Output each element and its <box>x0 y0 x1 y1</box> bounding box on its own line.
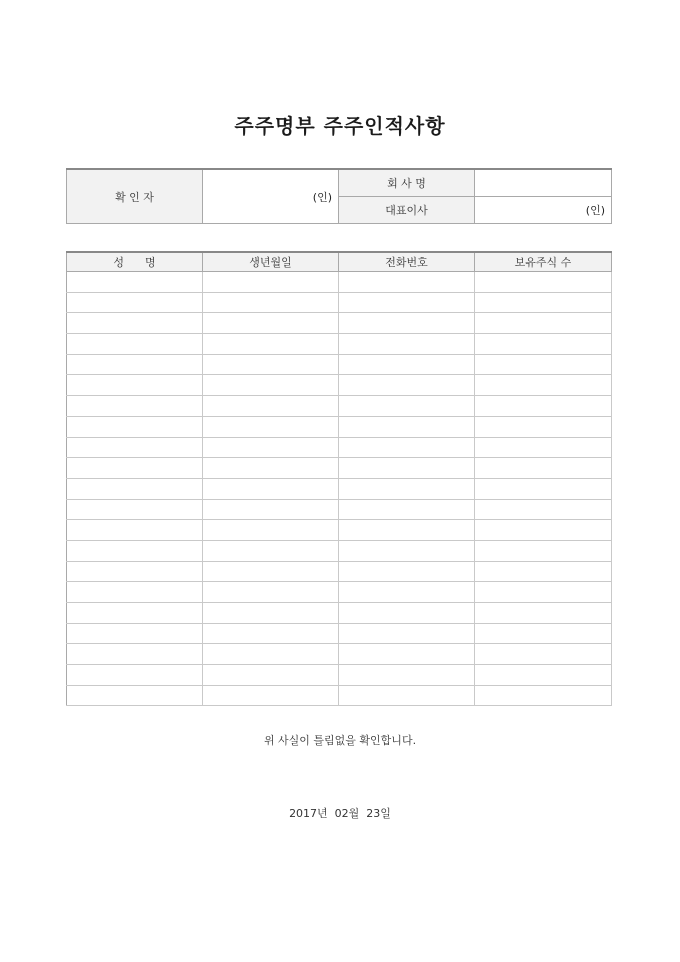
name-cell[interactable] <box>67 437 203 458</box>
name-cell[interactable] <box>67 272 203 293</box>
name-cell[interactable] <box>67 478 203 499</box>
name-cell[interactable] <box>67 292 203 313</box>
table-row <box>67 540 612 561</box>
name-cell[interactable] <box>67 603 203 624</box>
name-cell[interactable] <box>67 665 203 686</box>
birthdate-cell[interactable] <box>203 437 339 458</box>
page-title: 주주명부 주주인적사항 <box>234 114 446 138</box>
table-row <box>67 561 612 582</box>
shares-cell[interactable] <box>475 520 612 541</box>
birthdate-cell[interactable] <box>203 334 339 355</box>
confirmer-seal-text: (인) <box>312 190 332 204</box>
ceo-seal[interactable] <box>475 197 612 224</box>
table-row <box>67 272 612 293</box>
name-cell[interactable] <box>67 396 203 417</box>
shares-cell[interactable] <box>475 292 612 313</box>
shares-cell[interactable] <box>475 665 612 686</box>
table-row <box>67 292 612 313</box>
phone-cell[interactable] <box>339 334 475 355</box>
company-value[interactable] <box>475 169 612 197</box>
confirmation-note: 위 사실이 틀림없을 확인합니다. <box>263 734 417 747</box>
birthdate-cell[interactable] <box>203 416 339 437</box>
name-cell[interactable] <box>67 582 203 603</box>
table-row <box>67 520 612 541</box>
phone-cell[interactable] <box>339 582 475 603</box>
birthdate-cell[interactable] <box>203 603 339 624</box>
phone-cell[interactable] <box>339 540 475 561</box>
shares-cell[interactable] <box>475 561 612 582</box>
birthdate-cell[interactable] <box>203 313 339 334</box>
phone-cell[interactable] <box>339 623 475 644</box>
shares-cell[interactable] <box>475 644 612 665</box>
table-row <box>67 623 612 644</box>
birthdate-cell[interactable] <box>203 665 339 686</box>
shares-cell[interactable] <box>475 354 612 375</box>
phone-cell[interactable] <box>339 685 475 706</box>
phone-cell[interactable] <box>339 458 475 479</box>
birthdate-cell[interactable] <box>203 292 339 313</box>
phone-cell[interactable] <box>339 375 475 396</box>
phone-cell[interactable] <box>339 644 475 665</box>
table-row <box>67 582 612 603</box>
shares-cell[interactable] <box>475 499 612 520</box>
phone-cell[interactable] <box>339 478 475 499</box>
shares-cell[interactable] <box>475 458 612 479</box>
phone-cell[interactable] <box>339 437 475 458</box>
shares-cell[interactable] <box>475 437 612 458</box>
birthdate-cell[interactable] <box>203 375 339 396</box>
birthdate-cell[interactable] <box>203 458 339 479</box>
name-cell[interactable] <box>67 313 203 334</box>
header-name: 성 명 <box>67 252 203 272</box>
birthdate-cell[interactable] <box>203 499 339 520</box>
name-cell[interactable] <box>67 644 203 665</box>
shareholder-table <box>66 251 612 706</box>
name-cell[interactable] <box>67 375 203 396</box>
name-cell[interactable] <box>67 520 203 541</box>
birthdate-cell[interactable] <box>203 623 339 644</box>
phone-cell[interactable] <box>339 272 475 293</box>
shares-cell[interactable] <box>475 313 612 334</box>
header-birthdate: 생년월일 <box>203 252 339 272</box>
name-cell[interactable] <box>67 540 203 561</box>
shares-cell[interactable] <box>475 396 612 417</box>
table-row <box>67 644 612 665</box>
birthdate-cell[interactable] <box>203 520 339 541</box>
header-phone: 전화번호 <box>339 252 475 272</box>
confirmer-label: 확 인 자 <box>67 169 203 224</box>
shares-cell[interactable] <box>475 375 612 396</box>
confirmer-seal[interactable] <box>203 169 339 224</box>
phone-cell[interactable] <box>339 520 475 541</box>
ceo-seal-text: (인) <box>585 204 605 217</box>
table-row <box>67 313 612 334</box>
phone-cell[interactable] <box>339 561 475 582</box>
table-row <box>67 375 612 396</box>
phone-cell[interactable] <box>339 603 475 624</box>
birthdate-cell[interactable] <box>203 396 339 417</box>
name-cell[interactable] <box>67 499 203 520</box>
table-header-row <box>67 252 612 272</box>
birthdate-cell[interactable] <box>203 644 339 665</box>
name-cell[interactable] <box>67 685 203 706</box>
name-cell[interactable] <box>67 458 203 479</box>
shares-cell[interactable] <box>475 623 612 644</box>
shares-cell[interactable] <box>475 478 612 499</box>
birthdate-cell[interactable] <box>203 478 339 499</box>
table-row <box>67 396 612 417</box>
phone-cell[interactable] <box>339 499 475 520</box>
shares-cell[interactable] <box>475 272 612 293</box>
table-row <box>67 665 612 686</box>
confirmation-table <box>66 168 612 224</box>
shares-cell[interactable] <box>475 603 612 624</box>
phone-cell[interactable] <box>339 313 475 334</box>
shares-cell[interactable] <box>475 416 612 437</box>
birthdate-cell[interactable] <box>203 272 339 293</box>
shares-cell[interactable] <box>475 540 612 561</box>
table-row <box>67 416 612 437</box>
name-cell[interactable] <box>67 623 203 644</box>
phone-cell[interactable] <box>339 665 475 686</box>
name-cell[interactable] <box>67 354 203 375</box>
name-cell[interactable] <box>67 561 203 582</box>
header-shares: 보유주식 수 <box>475 252 612 272</box>
birthdate-cell[interactable] <box>203 582 339 603</box>
phone-cell[interactable] <box>339 292 475 313</box>
table-row <box>67 685 612 706</box>
phone-cell[interactable] <box>339 396 475 417</box>
name-cell[interactable] <box>67 416 203 437</box>
shares-cell[interactable] <box>475 685 612 706</box>
table-row <box>67 354 612 375</box>
phone-cell[interactable] <box>339 354 475 375</box>
name-cell[interactable] <box>67 334 203 355</box>
table-row <box>67 499 612 520</box>
table-row <box>67 478 612 499</box>
shares-cell[interactable] <box>475 334 612 355</box>
table-row <box>67 458 612 479</box>
shares-cell[interactable] <box>475 582 612 603</box>
phone-cell[interactable] <box>339 416 475 437</box>
table-row <box>67 437 612 458</box>
birthdate-cell[interactable] <box>203 540 339 561</box>
ceo-label: 대표이사 <box>339 197 475 224</box>
company-label: 회 사 명 <box>339 169 475 197</box>
birthdate-cell[interactable] <box>203 561 339 582</box>
table-row <box>67 603 612 624</box>
table-row <box>67 334 612 355</box>
birthdate-cell[interactable] <box>203 685 339 706</box>
document-date: 2017년 02월 23일 <box>289 807 391 820</box>
birthdate-cell[interactable] <box>203 354 339 375</box>
